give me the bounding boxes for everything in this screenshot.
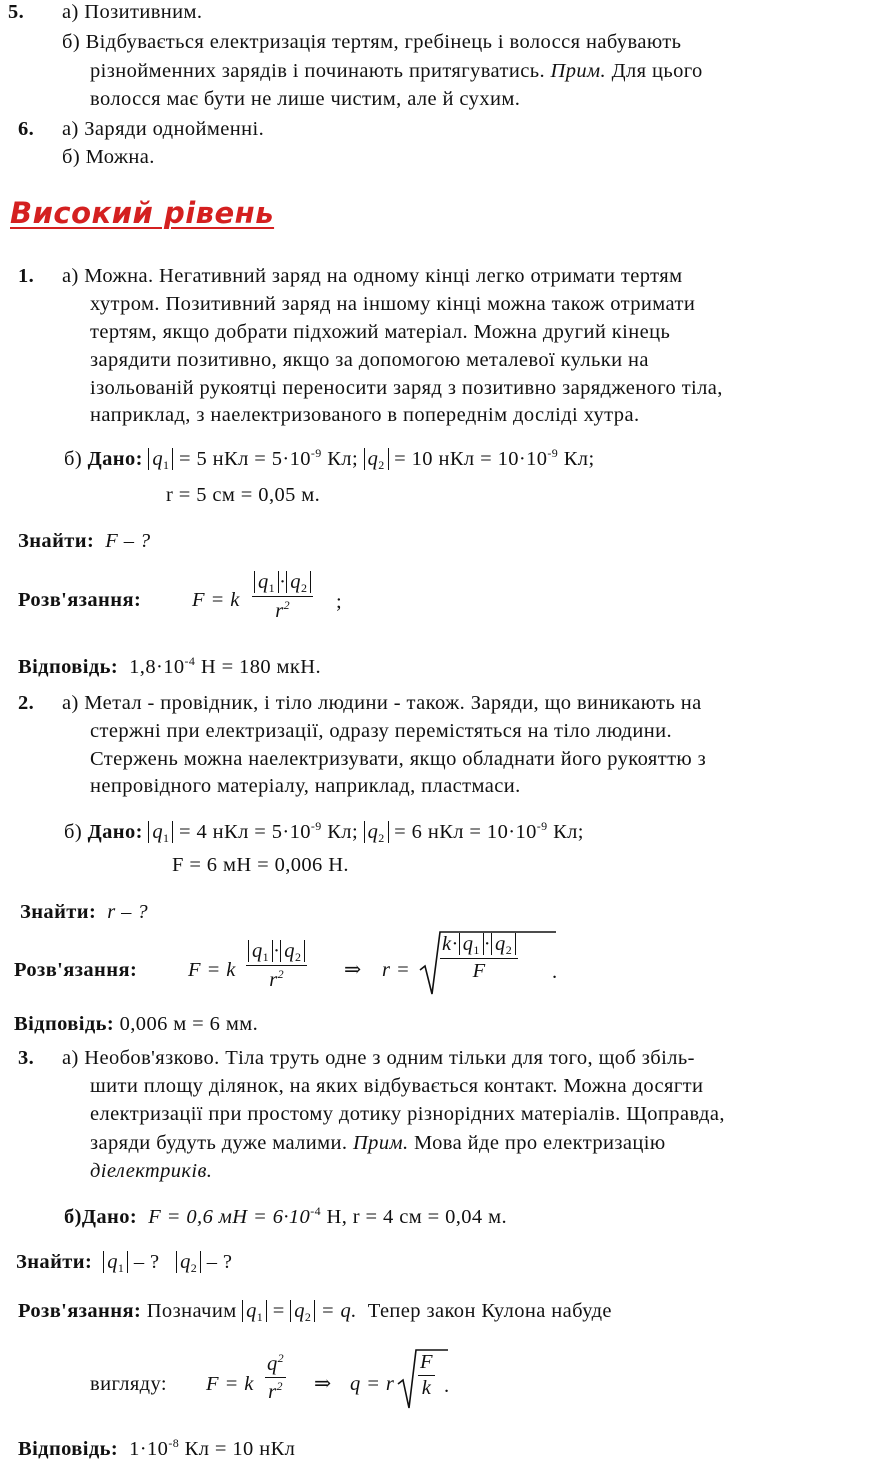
item-number: 1.	[18, 265, 35, 287]
view-label: вигляду:	[90, 1373, 167, 1395]
formula-tail: ;	[336, 591, 343, 613]
coulomb-fraction: $q^2$ $r^2$	[267, 1351, 285, 1403]
formula-lhs: F = k	[192, 589, 240, 611]
answer-line: заряди будуть дуже малими. Прим. Мова йде про електризацію	[90, 1132, 666, 1154]
answer-line: Відповідь: $1\cdot 10^{-8}$ Кл = 10 нКл	[18, 1436, 296, 1460]
sqrt-fraction: $k\cdot q_1 \cdot q_2$ F	[440, 934, 518, 982]
answer-line: а) Метал - провідник, і тіло людини - також. Заряди, що виникають на	[62, 692, 702, 714]
solution-line: Розв'язання: Позначим $q_1 = q_2 = q$. Тепер закон Кулона набуде	[18, 1300, 612, 1324]
answer-line: непровідного матеріалу, наприклад, пластмаси.	[90, 775, 521, 797]
formula-lhs: F = k	[206, 1373, 254, 1395]
answer-line: тертям, якщо добрати підхожий матеріал. Можна другий кінець	[90, 321, 671, 343]
answer-line: шити площу ділянок, на яких відбувається контакт. Можна досягти	[90, 1075, 704, 1097]
answer-line: Стержень можна наелектризувати, якщо обладнати його рукояттю з	[90, 748, 707, 770]
section-heading: Високий рівень	[10, 196, 275, 230]
item-number: 3.	[18, 1047, 35, 1069]
given-line: r = 5 см = 0,05 м.	[166, 484, 321, 506]
implies-arrow: ⇒	[344, 959, 362, 981]
coulomb-fraction: $q_1 \cdot q_2$ $r^2$	[252, 572, 313, 622]
given-line: б)Дано: F = 0,6 мН = $6\cdot 10^{-4}$ Н, r = 4 см = 0,04 м.	[64, 1204, 507, 1228]
answer-line: а) Можна. Негативний заряд на одному кінці легко отримати тертям	[62, 265, 683, 287]
answer-line: електризації при простому дотику різнорідних матеріалів. Щоправда,	[90, 1103, 725, 1125]
answer-line: ізольованій рукоятці переносити заряд з позитивно зарядженого тіла,	[90, 377, 723, 399]
implies-arrow: ⇒	[314, 1373, 332, 1395]
answer-line: а) Заряди однойменні.	[62, 118, 265, 140]
given-line: б) Дано: $q_1 = 4$ нКл = $5\cdot 10^{-9}$ Кл; $q_2 = 6$ нКл = $10\cdot 10^{-9}$ Кл;	[64, 819, 584, 845]
answer-line: б) Можна.	[62, 146, 155, 168]
find-line: Знайти: F – ?	[18, 530, 151, 552]
answer-line: діелектриків.	[90, 1160, 213, 1182]
item-number: 5.	[8, 1, 25, 23]
answer-line: б) Відбувається електризація тертям, гребінець і волосся набувають	[62, 31, 682, 53]
find-line: Знайти: r – ?	[20, 901, 148, 923]
answer-line: хутром. Позитивний заряд на іншому кінці можна також отримати	[90, 293, 696, 315]
answer-line: Відповідь: $1,8\cdot 10^{-4}$ Н = 180 мкН.	[18, 654, 321, 678]
answer-line: а) Позитивним.	[62, 1, 203, 23]
formula-lhs: q = r	[350, 1373, 395, 1395]
find-line: Знайти: $q_1$ – ? $q_2$ – ?	[16, 1251, 233, 1275]
formula-lhs: r =	[382, 959, 411, 981]
answer-line: волосся має бути не лише чистим, але й сухим.	[90, 88, 521, 110]
item-number: 2.	[18, 692, 35, 714]
coulomb-fraction: $q_1 \cdot q_2$ $r^2$	[246, 941, 307, 991]
given-line: F = 6 мН = 0,006 Н.	[172, 854, 349, 876]
formula-tail: .	[552, 961, 558, 983]
answer-line: а) Необов'язково. Тіла труть одне з одним тільки для того, щоб збіль-	[62, 1047, 695, 1069]
answer-line: різнойменних зарядів і починають притягуватись. Прим. Для цього	[90, 60, 703, 82]
item-number: 6.	[18, 118, 35, 140]
given-line: б) Дано: $q_1 = 5$ нКл = $5\cdot 10^{-9}$ Кл; $q_2 = 10$ нКл = $10\cdot 10^{-9}$ Кл;	[64, 446, 595, 472]
sqrt-fraction: F k	[420, 1351, 433, 1399]
answer-line: зарядити позитивно, якщо за допомогою металевої кульки на	[90, 349, 649, 371]
answer-line: стержні при електризації, одразу перемістяться на тіло людини.	[90, 720, 673, 742]
solution-label: Розв'язання:	[14, 959, 138, 981]
formula-tail: .	[444, 1375, 450, 1397]
answer-line: наприклад, з наелектризованого в попереднім досліді хутра.	[90, 404, 640, 426]
solution-label: Розв'язання:	[18, 589, 142, 611]
formula-lhs: F = k	[188, 959, 236, 981]
answer-line: Відповідь: 0,006 м = 6 мм.	[14, 1013, 259, 1035]
